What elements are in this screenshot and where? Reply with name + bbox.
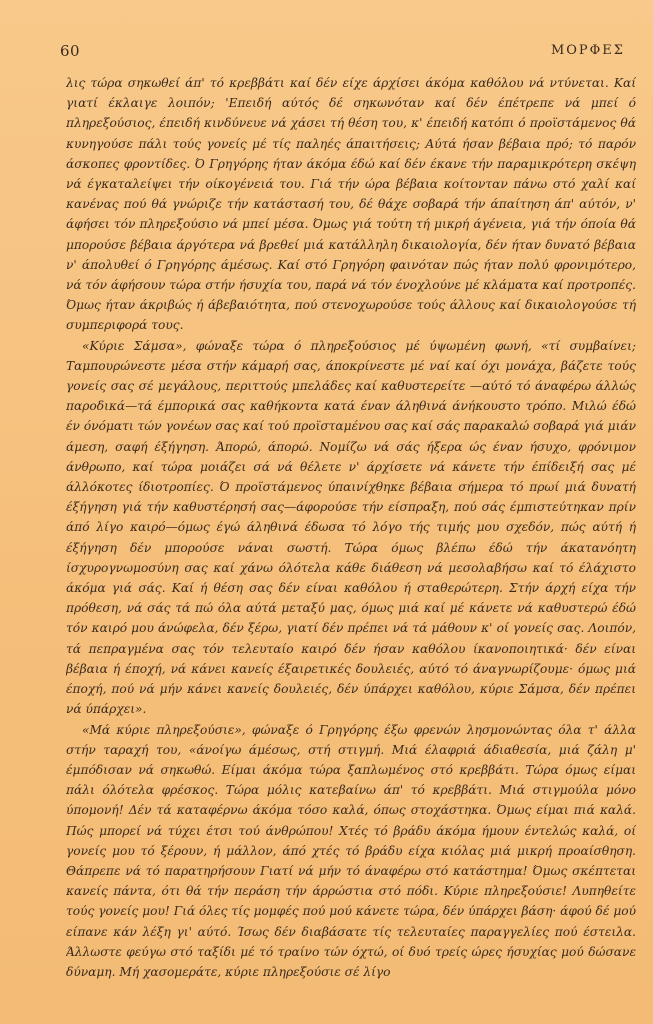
paragraph-gregor-reply: «Μά κύριε πληρεξούσιε», φώναξε ό Γρηγόρης έξω φρενών λησμονώντας όλα τ' άλλα στήν ταραχή του, «άνοίγω άμέσως, στή στιγμή. Μιά έλαφριά άδιαθεσία, μιά ζάλη μ' έμπόδισαν νά σηκωθώ. Είμαι άκόμα τώρα ξαπλωμένος στό κρεββάτι. Τώρα όμως είμαι πάλι όλότελα φρέσκος. Τώρα μόλις κατεβαίνω άπ' τό κρεββάτι. Μιά στιγμούλα μόνο ύπομονή! Δέν τά καταφέρνω άκόμα τόσο καλά, όπως στοχάστηκα. Όμως είμαι πιά καλά. Πώς μπορεί νά τύχει έτσι τού άνθρώπου! Χτές τό βράδυ άκόμα ήμουν έντελώς καλά, οί γονείς μου τό ξέρουν, ή μάλλον, άπό χτές τό βράδυ είχα κιόλας μιά μικρή προαίσθηση. Θάπρεπε νά τό παρατηρήσουν Γιατί νά μήν τό άναφέρω στό κατάστημα! Όμως σκέπτεται κανείς πάντα, ότι θά τήν περάση τήν άρρώστια στό πόδι. Κύριε πληρεξούσιε! Λυπηθείτε τούς γονείς μου! Γιά όλες τίς μομφές πού μού κάνετε τώρα, δέν ύπάρχει βάση· άφού δέ μού είπανε κάν λέξη γι' αύτό. Ίσως δέν διαβάσατε τίς τελευταίες παραγγελίες πού έστειλα. Άλλωστε φεύγω στό ταξίδι μέ τό τραίνο τών όχτώ, οί δυό τρείς ώρες ήσυχίας μού δώσανε δύναμη. Μή χασομεράτε, κύριε πληρεξούσιε σέ λίγο: [66, 722, 636, 979]
body-text: [66, 73, 636, 1001]
paragraph-manager-speech: «Κύριε Σάμσα», φώναξε τώρα ό πληρεξούσιος μέ ύψωμένη φωνή, «τί συμβαίνει; Ταμπουρώνεστε μέσα στήν κάμαρή σας, άποκρίνεστε μέ ναί καί όχι μονάχα, βάζετε τούς γονείς σας σέ μεγάλους, περιττούς μπελάδες καί καθυστερείτε —αύτό τό άναφέρω άλλώς παροδικά—τά έμπορικά σας καθήκοντα κατά έναν άληθινά άνήκουστο τρόπο. Μιλώ έδώ έν όνόματι τών γονέων σας καί τού προϊσταμένου σας καί σάς παρακαλώ σοβαρά γιά μιάν άμεση, σαφή έξήγηση. Άπορώ, άπορώ. Νομίζω νά σάς ήξερα ώς έναν ήσυχο, φρόνιμον άνθρωπο, καί τώρα μοιάζει σά νά θέλετε ν' άρχίσετε νά κάνετε τήν έπίδειξή σας μέ άλλόκοτες ίδιοτροπίες. Ό προϊστάμενος ύπαινίχθηκε βέβαια σήμερα τό πρωί μιά δυνατή έξήγηση γιά τήν καθυστέρησή σας—άφορούσε τήν είσπραξη, πού σάς έμπιστεύτηκαν πρίν άπό λίγο καιρό—όμως έγώ άληθινά έδωσα τό λόγο τής τιμής μου σχεδόν, πώς αύτή ή έξήγηση δέν μπορούσε νάναι σωστή. Τώρα όμως βλέπω έδώ τήν άκατανόητη ίσχυρογνωμοσύνη σας καί χάνω όλότελα κάθε διάθεση νά μεσολαβήσω καί τό έλάχιστο άκόμα γιά σάς. Καί ή θέση σας δέν είναι καθόλου ή σταθερώτερη. Στήν άρχή είχα τήν πρόθεση, νά σάς τά πώ όλα αύτά μεταξύ μας, όμως μιά καί μέ κάνετε νά καθυστερώ έδώ τόν καιρό μου άνώφελα, δέν ξέρω, γιατί δέν πρέπει νά τά μάθουν κ' οί γονείς σας. Λοιπόν, τά πεπραγμένα σας τόν τελευταίο καιρό δέν ήσαν καθόλου ίκανοποιητικά· δέν είναι βέβαια ή έποχή, νά κάνει κανείς έξαιρετικές δουλειές, αύτό τό άναγνωρίζουμε· όμως μιά έποχή, πού νά μήν κάνει κανείς δουλειές, δέν ύπάρχει καθόλου, κύριε Σάμσα, δέν πρέπει νά ύπάρχει».: [66, 338, 636, 717]
running-title: ΜΟΡΦΕΣ: [550, 43, 625, 58]
paragraph-continuation: λις τώρα σηκωθεί άπ' τό κρεββάτι καί δέν είχε άρχίσει άκόμα καθόλου νά ντύνεται. Καί γιατί έκλαιγε λοιπόν; 'Επειδή αύτός δέ σηκωνόταν καί δέν έπέτρεπε νά μπεί ό πληρεξούσιος, έπειδή κινδύνευε νά χάσει τή θέση του, κ' έπειδή κατόπι ό προϊστάμενος θά κυνηγούσε πάλι τούς γονείς μέ τίς παληές άπαιτήσεις; Αύτά ήσαν βέβαια πρό; τό παρόν άσκοπες φροντίδες. Ό Γρηγόρης ήταν άκόμα έδώ καί δέν έκανε τήν παραμικρότερη σκέψη νά έγκαταλείψει τήν οίκογένειά του. Γιά τήν ώρα βέβαια κοίτονταν πάνω στό χαλί καί κανένας πού θά γνώριζε τήν κατάστασή του, δέ θάχε σοβαρά τήν άπαίτηση άπ' αύτόν, ν' άφήσει τόν πληρεξούσιο νά μπεί μέσα. Όμως γιά τούτη τή μικρή άγένεια, γιά τήν όποία θά μπορούσε βέβαια άργότερα νά βρεθεί μιά κατάλληλη δικαιολογία, δέν ήταν δυνατό βέβαια ν' άπολυθεί ό Γρηγόρης άμέσως. Καί στό Γρηγόρη φαινόταν πώς ήταν πολύ φρονιμότερο, νά τόν άφήσουν τώρα στήν ήσυχία του, παρά νά τόν ένοχλούνε μέ κλάματα καί προτροπές. Όμως ήταν άκριβώς ή άβεβαιότητα, πού στενοχωρούσε τούς άλλους καί δικαιολογούσε τή συμπεριφορά τους.: [66, 76, 636, 333]
page-number: 60: [60, 42, 81, 60]
